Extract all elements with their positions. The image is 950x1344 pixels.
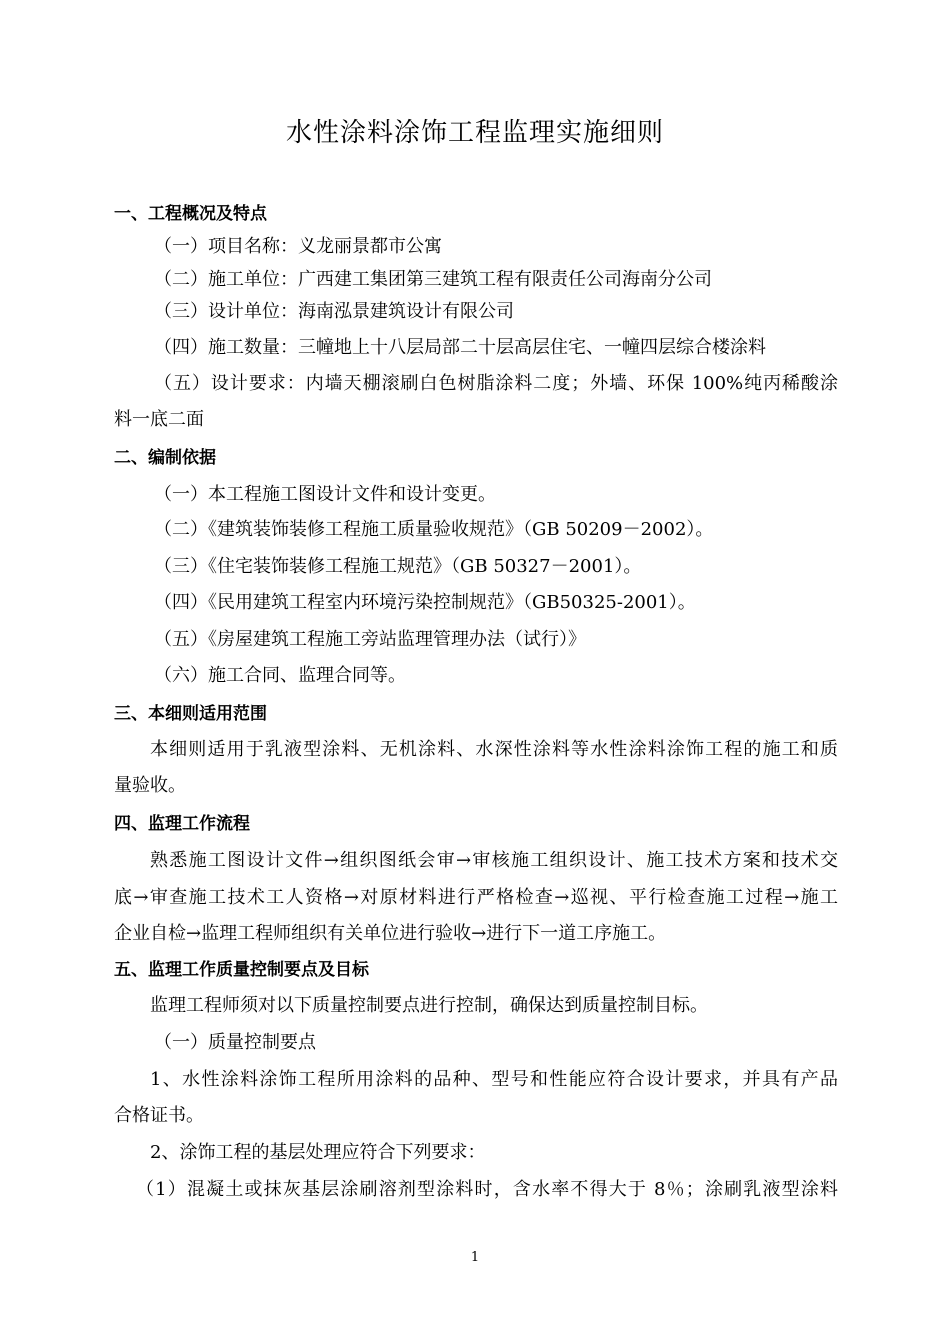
paragraph-line: 合格证书。 bbox=[114, 1105, 204, 1126]
page-number: 1 bbox=[470, 1250, 480, 1265]
paragraph-line: （一）项目名称：义龙丽景都市公寓 bbox=[154, 236, 442, 257]
section-heading-3: 三、本细则适用范围 bbox=[114, 704, 267, 724]
paragraph-line: 熟悉施工图设计文件→组织图纸会审→审核施工组织设计、施工技术方案和技术交 bbox=[150, 850, 838, 871]
section-heading-4: 四、监理工作流程 bbox=[114, 814, 250, 834]
paragraph-line: 量验收。 bbox=[114, 775, 186, 796]
paragraph-line: （二）《建筑装饰装修工程施工质量验收规范》（GB 50209－2002）。 bbox=[154, 519, 714, 540]
paragraph-line: 监理工程师须对以下质量控制要点进行控制，确保达到质量控制目标。 bbox=[150, 995, 708, 1016]
paragraph-line: 料一底二面 bbox=[114, 409, 204, 430]
paragraph-line: 底→审查施工技术工人资格→对原材料进行严格检查→巡视、平行检查施工过程→施工 bbox=[114, 887, 838, 908]
paragraph-line: 企业自检→监理工程师组织有关单位进行验收→进行下一道工序施工。 bbox=[114, 923, 667, 944]
paragraph-line: （三）《住宅装饰装修工程施工规范》（GB 50327－2001）。 bbox=[154, 556, 642, 577]
paragraph-line: （1）混凝土或抹灰基层涂刷溶剂型涂料时，含水率不得大于 8％；涂刷乳液型涂料 bbox=[136, 1179, 838, 1200]
paragraph-line: （三）设计单位：海南泓景建筑设计有限公司 bbox=[154, 301, 514, 322]
section-heading-1: 一、工程概况及特点 bbox=[114, 204, 267, 224]
paragraph-line: （五）设计要求：内墙天棚滚刷白色树脂涂料二度；外墙、环保 100%纯丙稀酸涂 bbox=[154, 373, 838, 394]
document-title: 水性涂料涂饰工程监理实施细则 bbox=[285, 118, 664, 148]
paragraph-line: 2、涂饰工程的基层处理应符合下列要求： bbox=[150, 1142, 486, 1163]
paragraph-line: （六）施工合同、监理合同等。 bbox=[154, 665, 406, 686]
paragraph-line: 本细则适用于乳液型涂料、无机涂料、水深性涂料等水性涂料涂饰工程的施工和质 bbox=[150, 739, 838, 760]
paragraph-line: （二）施工单位：广西建工集团第三建筑工程有限责任公司海南分公司 bbox=[154, 269, 712, 290]
paragraph-line: （一）本工程施工图设计文件和设计变更。 bbox=[154, 484, 496, 505]
paragraph-line: （四）《民用建筑工程室内环境污染控制规范》（GB50325-2001）。 bbox=[154, 592, 696, 613]
paragraph-line: （五）《房屋建筑工程施工旁站监理管理办法（试行）》 bbox=[154, 629, 586, 650]
section-heading-5: 五、监理工作质量控制要点及目标 bbox=[114, 960, 369, 980]
paragraph-line: （一）质量控制要点 bbox=[154, 1032, 316, 1053]
section-heading-2: 二、编制依据 bbox=[114, 448, 216, 468]
paragraph-line: （四）施工数量：三幢地上十八层局部二十层高层住宅、一幢四层综合楼涂料 bbox=[154, 337, 766, 358]
paragraph-line: 1、水性涂料涂饰工程所用涂料的品种、型号和性能应符合设计要求，并具有产品 bbox=[150, 1069, 838, 1090]
